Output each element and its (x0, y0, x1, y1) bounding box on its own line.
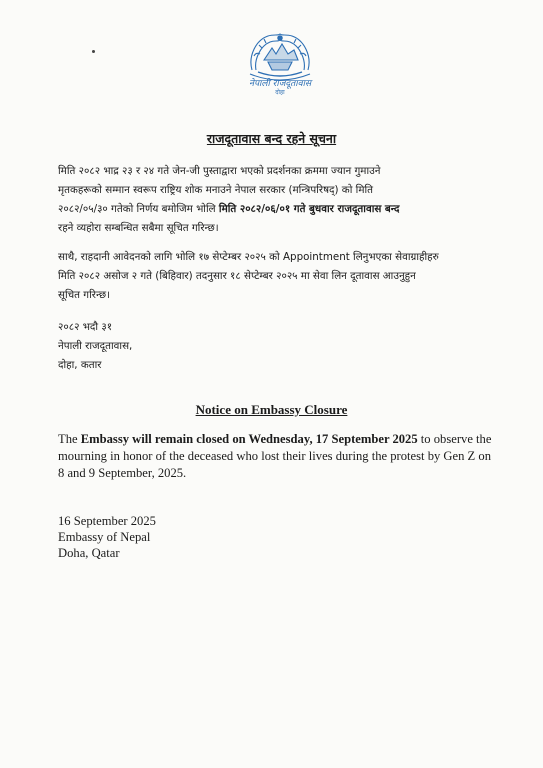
nepali-paragraph-2: साथै, राहदानी आवेदनको लागि भोलि १७ सेप्टेम्बर २०२५ को Appointment लिनुभएका सेवाग्राहीहरु मिति २०८२ असोज २ गते (बिहिवार) तदनुसार १८ सेप्टेम्बर २०२५ मा सेवा लिन दूतावास आउनुहुन सूचित गरिन्छ। (58, 251, 439, 301)
nepali-signoff-date: २०८२ भदौ ३१ (58, 321, 113, 333)
scan-speck (92, 50, 95, 53)
nepali-paragraph-1: मिति २०८२ भाद्र २३ र २४ गते जेन-जी पुस्ताद्वारा भएको प्रदर्शनका क्रममा ज्यान गुमाउने मृतकहरूको सम्मान स्वरूप राष्ट्रिय शोक मनाउने नेपाल सरकार (मन्त्रिपरिषद्) को मिति २०८२/०५/३० गतेको निर्णय बमोजिम भोलि मिति २०८२/०६/०१ गते बुधवार राजदूतावास बन्द रहने व्यहोरा सम्बन्धित सबैमा सूचित गरिन्छ। (58, 165, 400, 234)
english-closure-date: Embassy will remain closed on Wednesday, 17 September 2025 (80, 432, 418, 446)
english-signoff-org: Embassy of Nepal (58, 530, 151, 544)
nepali-signoff-org: नेपाली राजदूतावास, (58, 340, 133, 352)
org-city-nepali: दोहा (275, 89, 285, 96)
nepali-notice-title: राजदूतावास बन्द रहने सूचना (206, 131, 337, 146)
nepali-signoff (58, 318, 258, 375)
org-name-nepali: नेपाली राजदूतावास (248, 79, 312, 89)
english-signoff-date: 16 September 2025 (58, 514, 156, 528)
nepali-closure-date: मिति २०८२/०६/०१ गते बुधवार राजदूतावास बन्द (218, 203, 400, 215)
english-signoff (58, 513, 258, 561)
english-notice-title: Notice on Embassy Closure (195, 402, 348, 417)
english-paragraph: The Embassy will remain closed on Wednesday, 17 September 2025 to observe the mourning in honor of the deceased who lost their lives during the protest by Gen Z on 8 and 9 September, 2025. (58, 432, 492, 480)
english-signoff-place: Doha, Qatar (58, 546, 120, 560)
nepali-signoff-place: दोहा, कतार (58, 359, 102, 371)
